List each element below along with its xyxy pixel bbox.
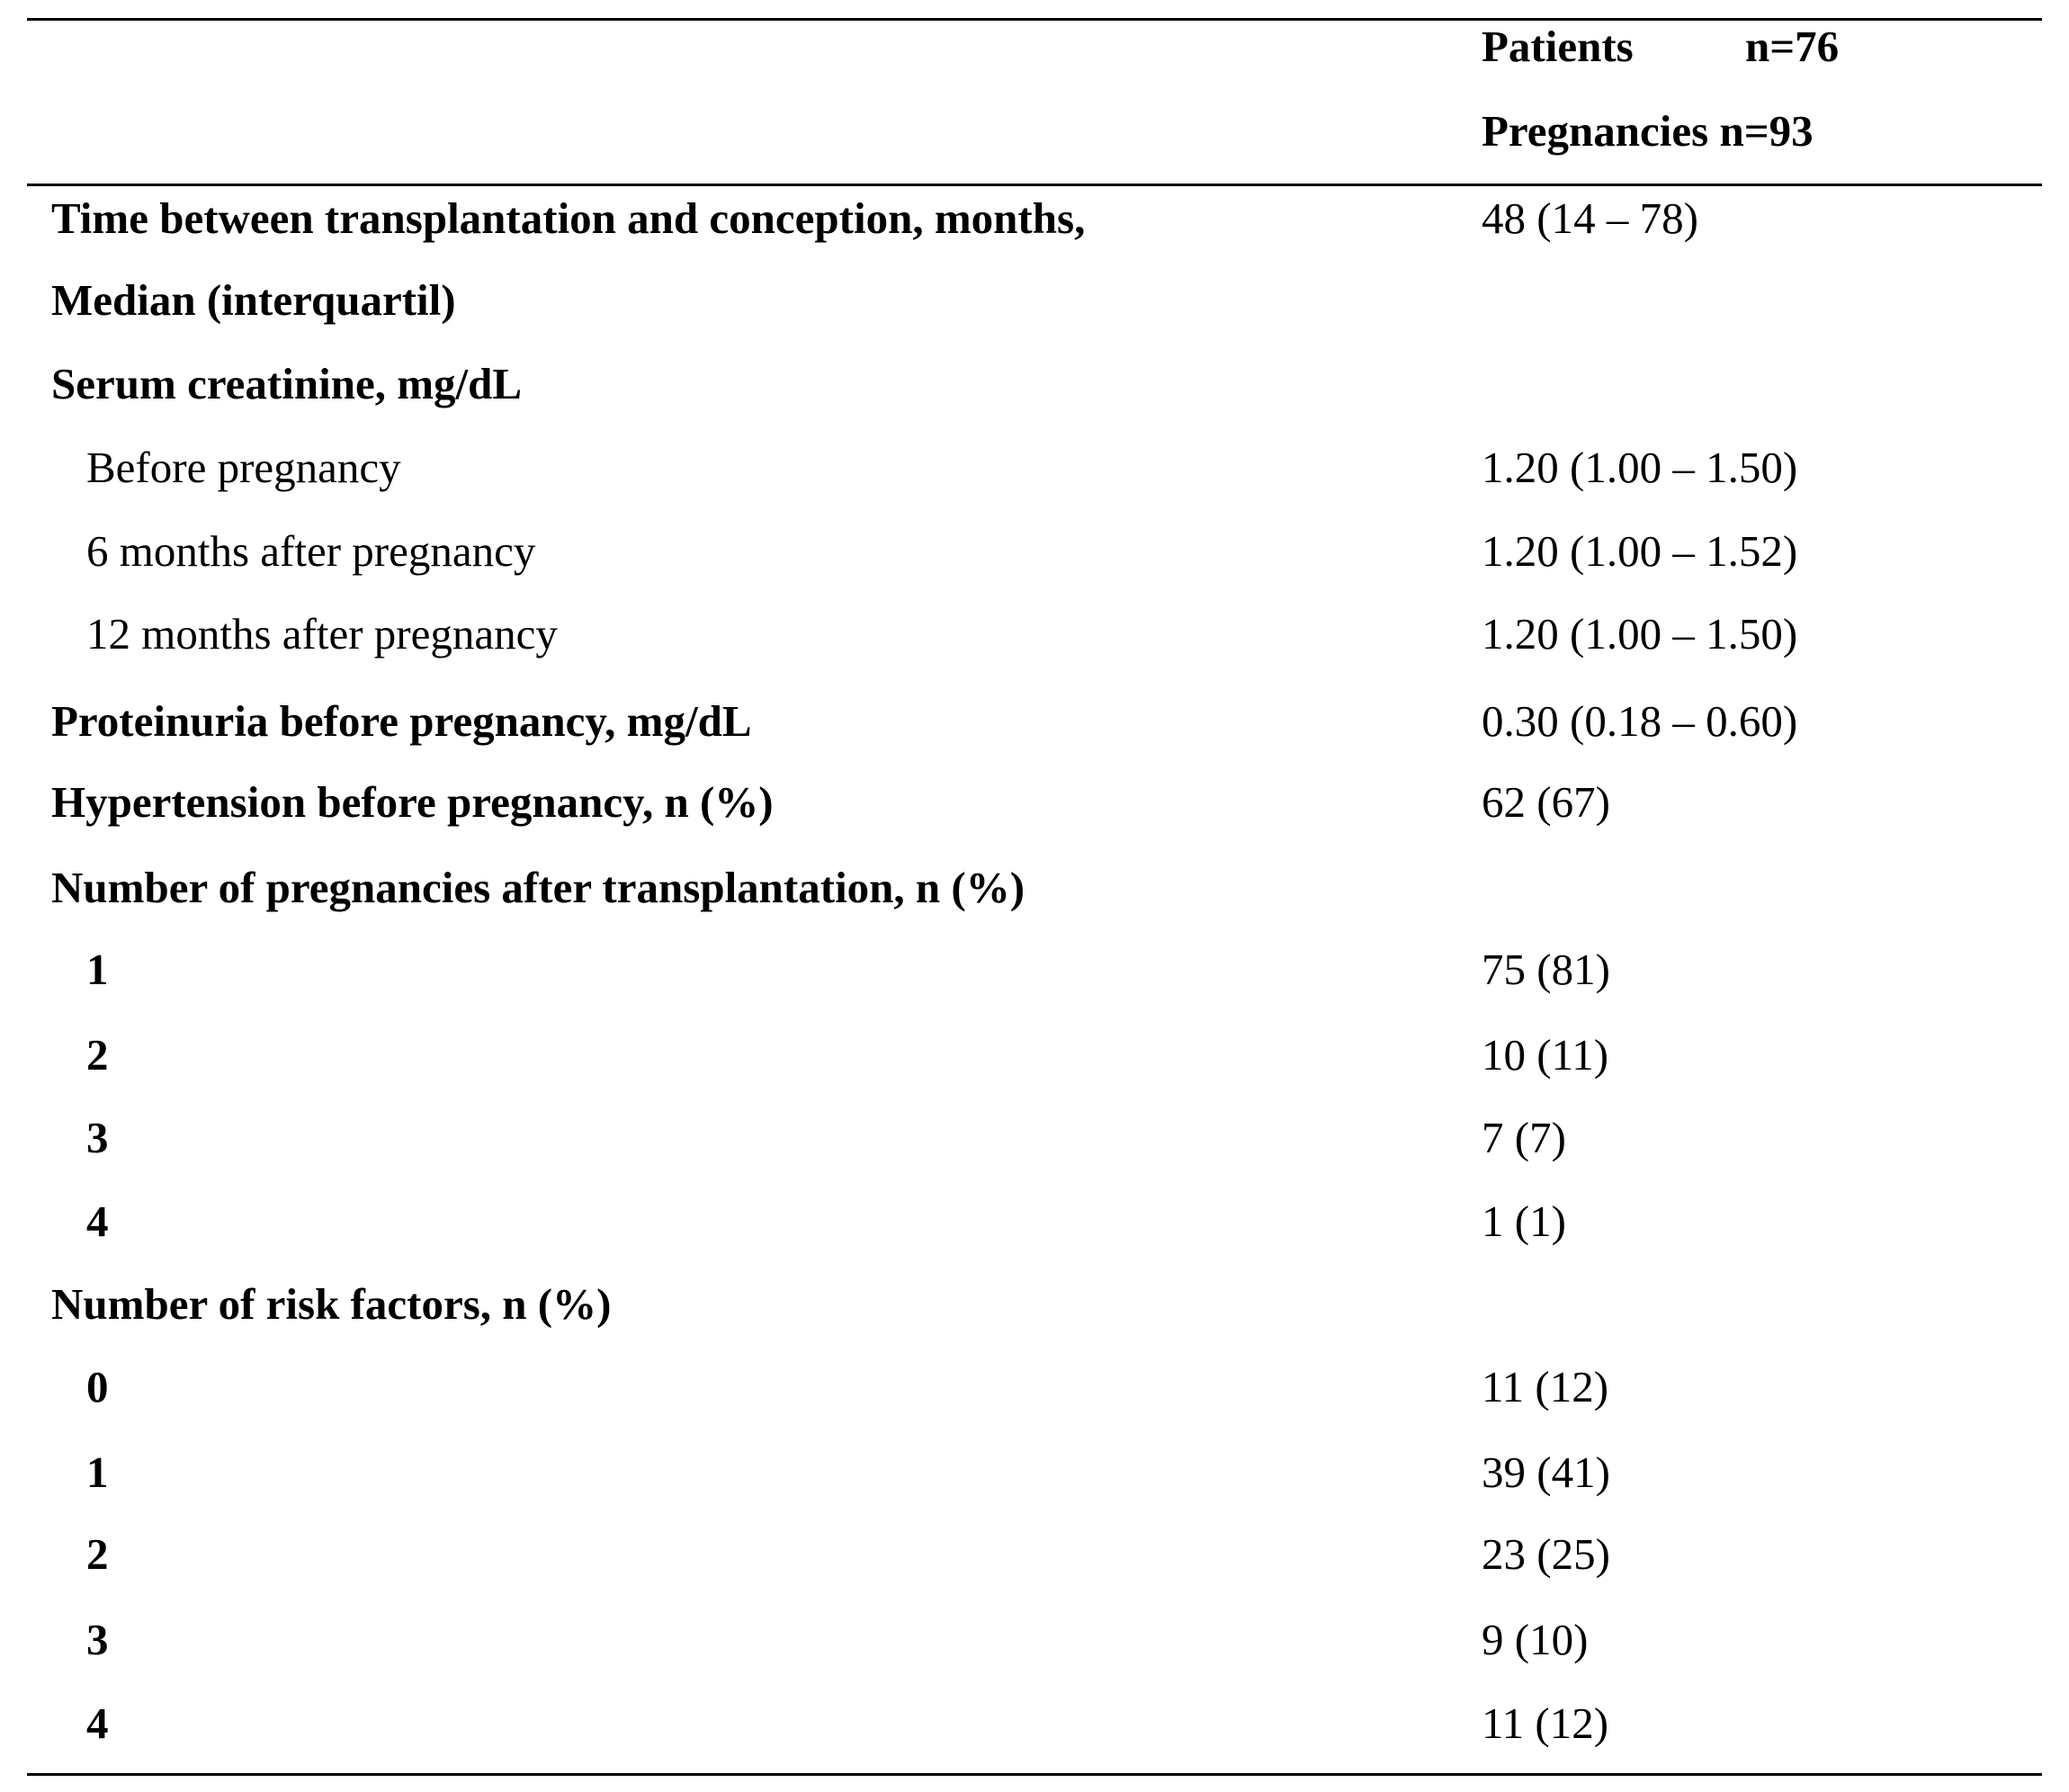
row-risk-3-value: 9 (10) (1482, 1615, 1589, 1664)
row-before-pregnancy-label: Before pregnancy (86, 443, 401, 492)
row-pregnancies-3-value: 7 (7) (1482, 1113, 1566, 1162)
row-time-between-value: 48 (14 – 78) (1482, 193, 1698, 243)
row-risk-2-label: 2 (86, 1529, 109, 1579)
table-header-rule (27, 184, 2042, 186)
row-pregnancies-4-value: 1 (1) (1482, 1196, 1566, 1246)
row-risk-4-label: 4 (86, 1698, 109, 1748)
row-number-pregnancies-label: Number of pregnancies after transplantation, n (%) (51, 863, 1026, 912)
row-pregnancies-2-label: 2 (86, 1030, 109, 1080)
header-pregnancies: Pregnancies n=93 (1482, 106, 1814, 156)
header-patients (1482, 20, 1840, 74)
header-patients-label: Patients (1482, 22, 1634, 71)
row-pregnancies-1-label: 1 (86, 945, 109, 994)
header-patients-n: n=76 (1745, 22, 1840, 71)
row-time-between-label: Time between transplantation and conception, months, (51, 193, 1086, 243)
row-serum-creatinine-label: Serum creatinine, mg/dL (51, 359, 523, 408)
row-risk-1-value: 39 (41) (1482, 1447, 1610, 1497)
row-12-months-label: 12 months after pregnancy (86, 609, 558, 659)
row-risk-3-label: 3 (86, 1615, 109, 1664)
row-risk-1-label: 1 (86, 1447, 109, 1497)
table-top-rule (27, 18, 2042, 21)
row-pregnancies-4-label: 4 (86, 1196, 109, 1246)
row-risk-4-value: 11 (12) (1482, 1698, 1609, 1748)
row-risk-0-value: 11 (12) (1482, 1362, 1609, 1411)
row-before-pregnancy-value: 1.20 (1.00 – 1.50) (1482, 443, 1798, 492)
row-pregnancies-1-value: 75 (81) (1482, 945, 1610, 994)
row-risk-factors-label: Number of risk factors, n (%) (51, 1279, 612, 1329)
row-hypertension-value: 62 (67) (1482, 777, 1610, 827)
row-risk-0-label: 0 (86, 1362, 109, 1411)
row-risk-2-value: 23 (25) (1482, 1529, 1610, 1579)
row-median-label: Median (interquartil) (51, 275, 456, 325)
row-proteinuria-value: 0.30 (0.18 – 0.60) (1482, 696, 1798, 746)
row-hypertension-label: Hypertension before pregnancy, n (%) (51, 777, 774, 827)
row-pregnancies-2-value: 10 (11) (1482, 1030, 1609, 1080)
row-pregnancies-3-label: 3 (86, 1113, 109, 1162)
row-6-months-value: 1.20 (1.00 – 1.52) (1482, 526, 1798, 576)
row-12-months-value: 1.20 (1.00 – 1.50) (1482, 609, 1798, 659)
row-6-months-label: 6 months after pregnancy (86, 526, 536, 576)
table-bottom-rule (27, 1773, 2042, 1776)
row-proteinuria-label: Proteinuria before pregnancy, mg/dL (51, 696, 752, 746)
